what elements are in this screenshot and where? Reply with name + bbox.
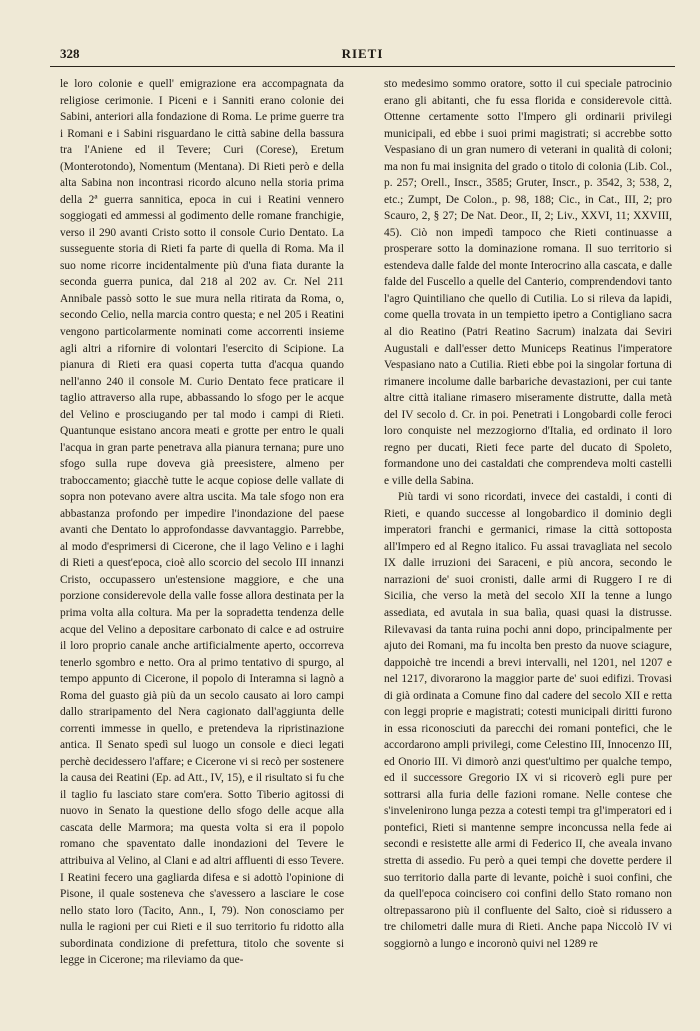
paragraph: Più tardi vi sono ricordati, invece dei castaldi, i conti di Rieti, e quando successe al longobardico il dominio degli imperatori franchi e germanici, rimase la città sottoposta all'Impero ed al Regno italico. Fu assai travagliata nel secolo IX dalle irruzioni dei Saraceni, e più ancora, secondo le narrazioni de' suoi cronisti, dalle armi di Ruggero I re di Sicilia, che verso la metà del secolo XII la tenne a lungo assediata, ed avutala in sua balìa, quasi quasi la distrusse. Rilevavasi da tanta ruina pochi anni dopo, principalmente per ajuto dei Romani, ma fu incolta ben presto da nuove sciagure, dappoichè tre incendi a brevi intervalli, nel 1201, nel 1207 e nel 1217, divorarono la maggior parte de' suoi edifizi. Trovasi di già ordinata a Comune fino dal cadere del secolo XII e retta con leggi proprie e magistrati; cotesti municipali diritti furono in essa riconosciuti da parecchi dei romani pontefici, che le accordarono ampli privilegi, come Celestino III, Innocenzo III, ed Onorio III. Vi dimorò anzi quest'ultimo per qualche tempo, ed il successore Gregorio IX vi si ricoverò egli pure per sottrarsi alla furia delle fazioni romane. Nelle contese che s'invelenirono lunga pezza a cotesti tempi tra gl'imperatori ed i pontefici, Rieti si mantenne sempre inconcussa nella fede ai secondi e resistette alle armi di Federico II, che aveala invano stretta di assedio. Fu però a quei tempi che dovette perdere il suo territorio dalla parte di levante, poichè i suoi confini, che da quell'epoca coincisero coi confini dello Stato romano non oltrepassarono più il confluente del Salto, cioè si ridussero a tre chilometri dalle mura di Rieti. Anche papa Niccolò IV vi soggiornò a lungo e incoronò quivi nel 1289 re <box>384 491 672 950</box>
running-head: RIETI <box>341 46 384 61</box>
right-column <box>384 76 672 952</box>
book-page <box>50 40 675 967</box>
paragraph: le loro colonie e quell' emigrazione era accompagnata da religiose cerimonie. I Piceni e i Sanniti erano colonie dei Sabini, anteriori alla fondazione di Roma. Le prime guerre tra i Romani e i Sabini risguardano le città sabine della bassura tra l'Aniene ed il Tevere; Curi (Corese), Eretum (Monterotondo), Nomentum (Mentana). Di Rieti però e della alta Sabina non incontrasi ricordo alcuno nella storia prima della 2ª guerra sannitica, epoca in cui i Reatini vennero soggiogati ed ammessi al godimento delle romane franchigie, verso il 290 avanti Cristo sotto il console Curio Dentato. La susseguente storia di Rieti fa parte di quella di Roma. Ma il suo nome ricorre incidentalmente più d'una fiata durante la seconda guerra punica, dal 218 al 202 av. Cr. Nel 211 Annibale passò sotto le sue mura nella ritirata da Roma, o, secondo Celio, nella marcia contro questa; e nel 205 i Reatini vengono particolarmente nominati come accorrenti insieme agli altri a rifornire di volontari l'esercito di Scipione. La pianura di Rieti era quasi coperta tutta d'acqua quando nell'anno 240 il console M. Curio Dentato fece praticare il taglio attraverso alla rupe, abbassando lo sfogo per le acque del Velino e prosciugando per tal modo i campi di Rieti. Quantunque esistano ancora meati e grotte per entro le quali l'acqua in gran parte penetrava alla pianura ternana; pure uno sfogo sulla rupe doveva già preesistere, almeno per traboccamento; giacchè tutte le acque copiose delle vallate di sopra non potevano avere altra uscita. Ma tale sfogo non era abbastanza profondo per impedire l'inondazione del paese avanti che Dentato lo approfondasse davvantaggio. Parrebbe, al modo d'esprimersi di Cicerone, che il lago Velino e i laghi di Rieti a quest'epoca, cioè allo scorcio del secolo III innanzi Cristo, occupassero un'estensione maggiore, e che una porzione considerevole della valle fosse allora destinata per la prima volta alla coltura. Ma per la sopradetta tendenza delle acque del Velino a depositare carbonato di calce e ad ostruire il loro proprio canale anche artificialmente aperto, occorreva tenerlo sgombro e netto. Ora al primo tentativo di spurgo, al tempo appunto di Cicerone, il popolo di Interamna si lagnò a Roma del guasto già più da un secolo causato ai loro campi dallo straripamento del Nera cagionato dall'aggiunta delle correnti immesse in quello, e pretendeva la ripristinazione antica. Il Senato spedì sul luogo un console e dieci legati perchè decidessero l'affare; e Cicerone vi si recò per sostenere la causa dei Reatini (Ep. ad Att., IV, 15), e il risultato si fu che il taglio fu lasciato stare com'era. Sotto Tiberio agitossi di nuovo in Senato la questione dello sfogo delle acque alla cascata delle Marmora; ma questa volta si era il popolo romano che spaventato dalle inondazioni del Tevere le attribuiva al Velino, al Clani e ad altri affluenti di esso Tevere. I Reatini fecero una gagliarda difesa e si adottò l'opinione di Pisone, il quale sosteneva che s'avessero a lasciare le cose nello stato loro (Tacito, Ann., I, 79). Non conosciamo per nulla le ragioni per cui Rieti e il suo territorio fu ridotto alla subordinata condizione di prefettura, titolo che sovente si legge in Cicerone; ma rileviamo da que- <box>60 78 344 967</box>
page-header <box>50 40 675 67</box>
left-column <box>60 76 344 969</box>
paragraph: sto medesimo sommo oratore, sotto il cui speciale patrocinio erano gli abitanti, che fu essa florida e considerevole città. Ottenne certamente sotto l'Impero gli ordinarii privilegi municipali, ed ebbe i suoi primi magistrati; si accrebbe sotto Vespasiano di un gran numero di veterani in qualità di coloni; ma non fu mai insignita del grado o titolo di colonia (Lib. Col., p. 257; Orell., Inscr., 3585; Gruter, Inscr., p. 3542, 3; 538, 2, etc.; Zumpt, De Colon., p. 98, 188; Cic., in Cat., III, 2; pro Scauro, 2, § 27; De Nat. Deor., II, 2; Liv., XXVI, 11; XXVIII, 45). Ciò non impedì tampoco che Rieti continuasse a prosperare sotto la dominazione romana. Il suo territorio si estendeva dalle falde del monte Interocrino alla cascata, e dalle falde del Fuscello a quelle del Canterio, comprendendovi tanto l'agro Quintiliano che quello di Cutilia. Lo si rileva da lapidi, come quella trovata in un tempietto ipetro a Contigliano sacra al dio Reatino (Patri Reatino Sacrum) inalzata dai Seviri Augustali e dall'esser detto Municeps Reatinus l'imperatore Vespasiano nato a Cutilia. Rieti ebbe poi la singolar fortuna di rimanere incolume dalle barbariche devastazioni, per cui tante altre città italiane rimasero miseramente distrutte, dalla metà del IV secolo d. Cr. in poi. Penetrati i Longobardi colle feroci loro conquiste nel mezzogiorno d'Italia, ed ordinato il loro regno per ducati, Rieti fece parte del ducato di Spoleto, formandone uno dei castaldati che comprendeva molti castelli e ville della Sabina. <box>384 78 672 487</box>
page-number: 328 <box>60 46 80 61</box>
